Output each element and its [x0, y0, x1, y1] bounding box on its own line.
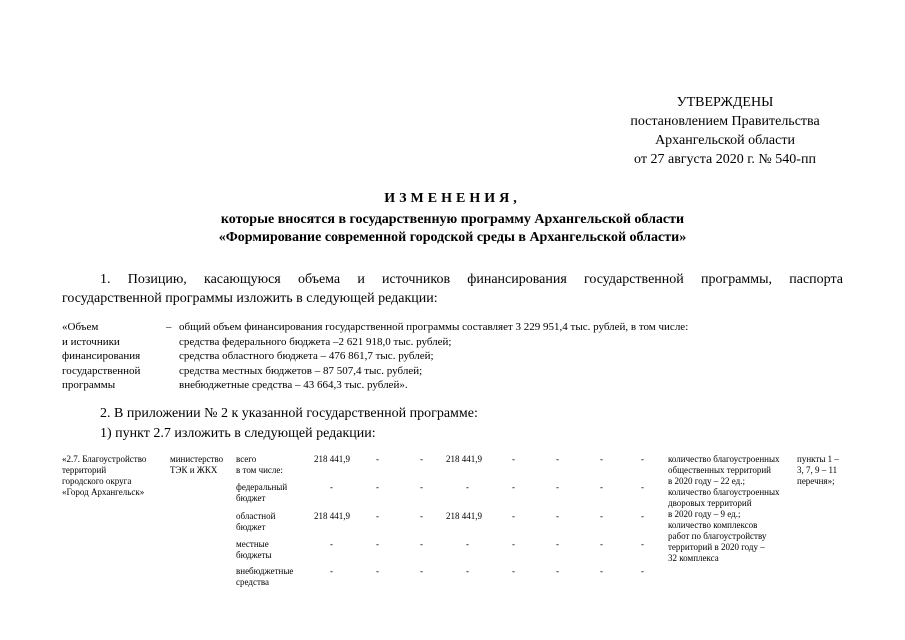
table-value-cell: -	[600, 566, 603, 576]
financing-label-line: государственной	[62, 364, 141, 377]
table-links-line: пункты 1 –	[797, 454, 839, 464]
table-value-cell: -	[600, 539, 603, 549]
table-source-line: федеральный	[236, 482, 288, 492]
table-executor-line: министерство	[170, 454, 224, 464]
approval-line: Архангельской области	[655, 133, 795, 148]
table-result-line: дворовых территорий	[668, 498, 752, 508]
paragraph-1-line: 1. Позицию, касающуюся объема и источников финансирования государственной программы, паспорта	[100, 272, 843, 287]
table-source-line: местные	[236, 539, 269, 549]
table-value-cell: -	[376, 566, 379, 576]
table-value-cell: 218 441,9	[446, 511, 482, 521]
paragraph-3: 1) пункт 2.7 изложить в следующей редакции:	[100, 426, 376, 441]
financing-label	[62, 320, 140, 393]
table-result-line: количество комплексов	[668, 520, 758, 530]
financing-line: общий объем финансирования государственной программы составляет 3 229 951,4 тыс. рублей, в том числе:	[179, 321, 689, 333]
table-item-line: территорий	[62, 465, 107, 475]
approval-block	[600, 93, 850, 169]
table-value-cell: -	[466, 539, 469, 549]
approval-line: постановлением Правительства	[630, 114, 820, 129]
table-source-line: в том числе:	[236, 465, 283, 475]
financing-body	[179, 320, 688, 393]
table-value-cell: -	[376, 539, 379, 549]
table-links-line: перечня»;	[797, 476, 835, 486]
table-value-cell: -	[376, 511, 379, 521]
approval-line: от 27 августа 2020 г. № 540-пп	[634, 152, 816, 167]
table-source-line: бюджет	[236, 522, 266, 532]
table-value-cell: -	[641, 539, 644, 549]
table-value-cell: -	[330, 566, 333, 576]
table-value-cell: -	[330, 539, 333, 549]
program-name: «Формирование современной городской среды в Архангельской области»	[218, 230, 687, 245]
document-heading: ИЗМЕНЕНИЯ,	[384, 191, 521, 206]
table-value-cell: -	[641, 454, 644, 464]
table-value-cell: -	[556, 454, 559, 464]
table-source-line: средства	[236, 577, 270, 587]
table-value-cell: -	[641, 511, 644, 521]
table-value-cell: -	[512, 482, 515, 492]
table-value-cell: -	[466, 482, 469, 492]
table-value-cell: -	[556, 511, 559, 521]
table-value-cell: 218 441,9	[446, 454, 482, 464]
table-executor-line: ТЭК и ЖКХ	[170, 465, 218, 475]
table-source-cell	[236, 454, 283, 476]
table-value-cell: -	[512, 511, 515, 521]
table-source-cell	[236, 539, 272, 561]
table-value-cell: -	[512, 539, 515, 549]
table-value-cell: -	[466, 566, 469, 576]
financing-line: средства областного бюджета – 476 861,7 тыс. рублей;	[179, 350, 434, 362]
table-source-cell	[236, 566, 293, 588]
table-value-cell: -	[420, 539, 423, 549]
paragraph-1-line: государственной программы изложить в следующей редакции:	[62, 291, 438, 306]
table-value-cell: -	[641, 566, 644, 576]
financing-label-line: программы	[62, 379, 116, 391]
table-links-line: 3, 7, 9 – 11	[797, 465, 838, 475]
table-result-line: 32 комплекса	[668, 553, 719, 563]
table-source-line: внебюджетные	[236, 566, 294, 576]
table-value-cell: -	[376, 482, 379, 492]
table-value-cell: -	[512, 454, 515, 464]
table-source-line: всего	[236, 454, 257, 464]
table-result-cell	[668, 454, 780, 564]
table-result-line: в 2020 году – 9 ед.;	[668, 509, 741, 519]
financing-line: внебюджетные средства – 43 664,3 тыс. рублей».	[179, 379, 408, 391]
table-source-line: областной	[236, 511, 276, 521]
table-value-cell: -	[330, 482, 333, 492]
table-source-line: бюджеты	[236, 550, 272, 560]
table-value-cell: -	[420, 566, 423, 576]
table-value-cell: -	[600, 454, 603, 464]
table-result-line: в 2020 году – 22 ед.;	[668, 476, 745, 486]
table-value-cell: -	[556, 566, 559, 576]
financing-dash: –	[166, 321, 172, 333]
financing-line: средства местных бюджетов – 87 507,4 тыс. рублей;	[179, 364, 423, 377]
table-result-line: количество благоустроенных	[668, 487, 780, 497]
table-value-cell: 218 441,9	[314, 454, 350, 464]
table-value-cell: -	[556, 482, 559, 492]
document-subtitle: которые вносятся в государственную программу Архангельской области	[220, 212, 685, 227]
table-source-cell	[236, 482, 287, 504]
table-value-cell: -	[641, 482, 644, 492]
financing-label-line: и источники	[62, 335, 120, 348]
table-value-cell: -	[420, 482, 423, 492]
table-value-cell: -	[600, 511, 603, 521]
table-item-cell	[62, 454, 146, 498]
table-result-line: территорий в 2020 году –	[668, 542, 765, 552]
table-value-cell: 218 441,9	[314, 511, 350, 521]
financing-line: средства федерального бюджета –2 621 918,0 тыс. рублей;	[179, 335, 452, 348]
table-item-line: «2.7. Благоустройство	[62, 454, 147, 464]
table-value-cell: -	[376, 454, 379, 464]
table-result-line: работ по благоустройству	[668, 531, 767, 541]
table-result-line: количество благоустроенных	[668, 454, 780, 464]
table-source-cell	[236, 511, 275, 533]
table-result-line: общественных территорий	[668, 465, 771, 475]
table-item-line: «Город Архангельск»	[62, 487, 145, 497]
table-value-cell: -	[512, 566, 515, 576]
table-value-cell: -	[420, 511, 423, 521]
paragraph-1	[62, 270, 843, 308]
table-value-cell: -	[600, 482, 603, 492]
approval-line: УТВЕРЖДЕНЫ	[676, 95, 774, 110]
table-executor-cell	[170, 454, 223, 476]
table-item-line: городского округа	[62, 476, 132, 486]
table-source-line: бюджет	[236, 493, 266, 503]
table-value-cell: -	[556, 539, 559, 549]
financing-label-line: «Объем	[62, 321, 99, 333]
table-links-cell	[797, 454, 839, 487]
paragraph-2: 2. В приложении № 2 к указанной государственной программе:	[100, 406, 478, 421]
financing-label-line: финансирования	[62, 350, 141, 362]
table-value-cell: -	[420, 454, 423, 464]
